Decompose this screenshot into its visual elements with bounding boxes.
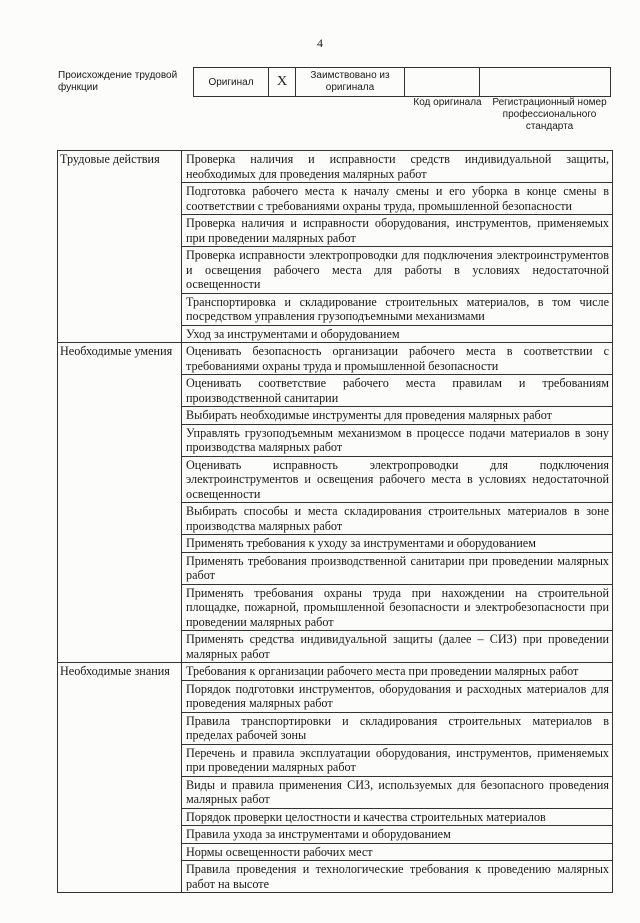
requirement-cell: Перечень и правила эксплуатации оборудования, инструментов, применяемых при проведении малярных работ xyxy=(182,744,613,776)
requirement-cell: Требования к организации рабочего места при проведении малярных работ xyxy=(182,663,613,681)
table-row xyxy=(58,343,613,375)
origin-table xyxy=(193,67,611,97)
requirement-cell: Применять требования производственной санитарии при проведении малярных работ xyxy=(182,552,613,584)
requirement-cell: Выбирать способы и места складирования строительных материалов в зоне производства малярных работ xyxy=(182,503,613,535)
origin-label: Происхождение трудовой функции xyxy=(58,70,178,93)
requirement-cell: Правила транспортировки и складирования строительных материалов в пределах рабочей зоны xyxy=(182,712,613,744)
requirement-cell: Порядок подготовки инструментов, оборудования и расходных материалов для проведения малярных работ xyxy=(182,680,613,712)
section-heading: Необходимые знания xyxy=(58,663,182,893)
original-mark: X xyxy=(269,68,296,97)
requirement-cell: Оценивать соответствие рабочего места правилам и требованиям производственной санитарии xyxy=(182,375,613,407)
requirement-cell: Порядок проверки целостности и качества строительных материалов xyxy=(182,808,613,826)
requirement-cell: Выбирать необходимые инструменты для проведения малярных работ xyxy=(182,407,613,425)
requirement-cell: Управлять грузоподъемным механизмом в процессе подачи материалов в зону производства малярных работ xyxy=(182,424,613,456)
requirement-cell: Оценивать исправность электропроводки для подключения электроинструментов и освещения рабочего места в условиях недостаточной освещенности xyxy=(182,456,613,503)
code-caption: Код оригинала xyxy=(413,97,482,108)
code-cell xyxy=(405,68,480,97)
requirement-cell: Транспортировка и складирование строительных материалов, в том числе посредством управления грузоподъемными механизмами xyxy=(182,293,613,325)
requirement-cell: Оценивать безопасность организации рабочего места в соответствии с требованиями охраны труда и промышленной безопасности xyxy=(182,343,613,375)
table-row xyxy=(58,663,613,681)
requirement-cell: Правила ухода за инструментами и оборудованием xyxy=(182,826,613,844)
requirement-cell: Виды и правила применения СИЗ, используемых для безопасного проведения малярных работ xyxy=(182,776,613,808)
page-number: 4 xyxy=(317,36,323,50)
original-label: Оригинал xyxy=(194,68,269,97)
registration-number-cell xyxy=(480,68,611,97)
registration-caption: Регистрационный номер профессионального стандарта xyxy=(492,97,607,132)
requirement-cell: Нормы освещенности рабочих мест xyxy=(182,843,613,861)
requirement-cell: Подготовка рабочего места к началу смены и его уборка в конце смены в соответствии с требованиями охраны труда, промышленной безопасности xyxy=(182,183,613,215)
borrowed-label: Заимствовано из оригинала xyxy=(296,68,405,97)
requirement-cell: Проверка наличия и исправности оборудования, инструментов, применяемых при проведении малярных работ xyxy=(182,215,613,247)
requirement-cell: Проверка исправности электропроводки для подключения электроинструментов и освещения рабочего места для работы в условиях недостаточной освещенности xyxy=(182,247,613,294)
table-row xyxy=(58,151,613,183)
section-heading: Трудовые действия xyxy=(58,151,182,343)
function-table xyxy=(57,150,613,893)
requirement-cell: Применять средства индивидуальной защиты (далее – СИЗ) при проведении малярных работ xyxy=(182,631,613,663)
requirement-cell: Применять требования охраны труда при нахождении на строительной площадке, пожарной, промышленной безопасности и электробезопасности при проведении малярных работ xyxy=(182,584,613,631)
requirement-cell: Применять требования к уходу за инструментами и оборудованием xyxy=(182,535,613,553)
requirement-cell: Правила проведения и технологические требования к проведению малярных работ на высоте xyxy=(182,861,613,893)
function-table-body xyxy=(58,151,613,893)
section-heading: Необходимые умения xyxy=(58,343,182,663)
requirement-cell: Уход за инструментами и оборудованием xyxy=(182,325,613,343)
requirement-cell: Проверка наличия и исправности средств индивидуальной защиты, необходимых для проведения малярных работ xyxy=(182,151,613,183)
